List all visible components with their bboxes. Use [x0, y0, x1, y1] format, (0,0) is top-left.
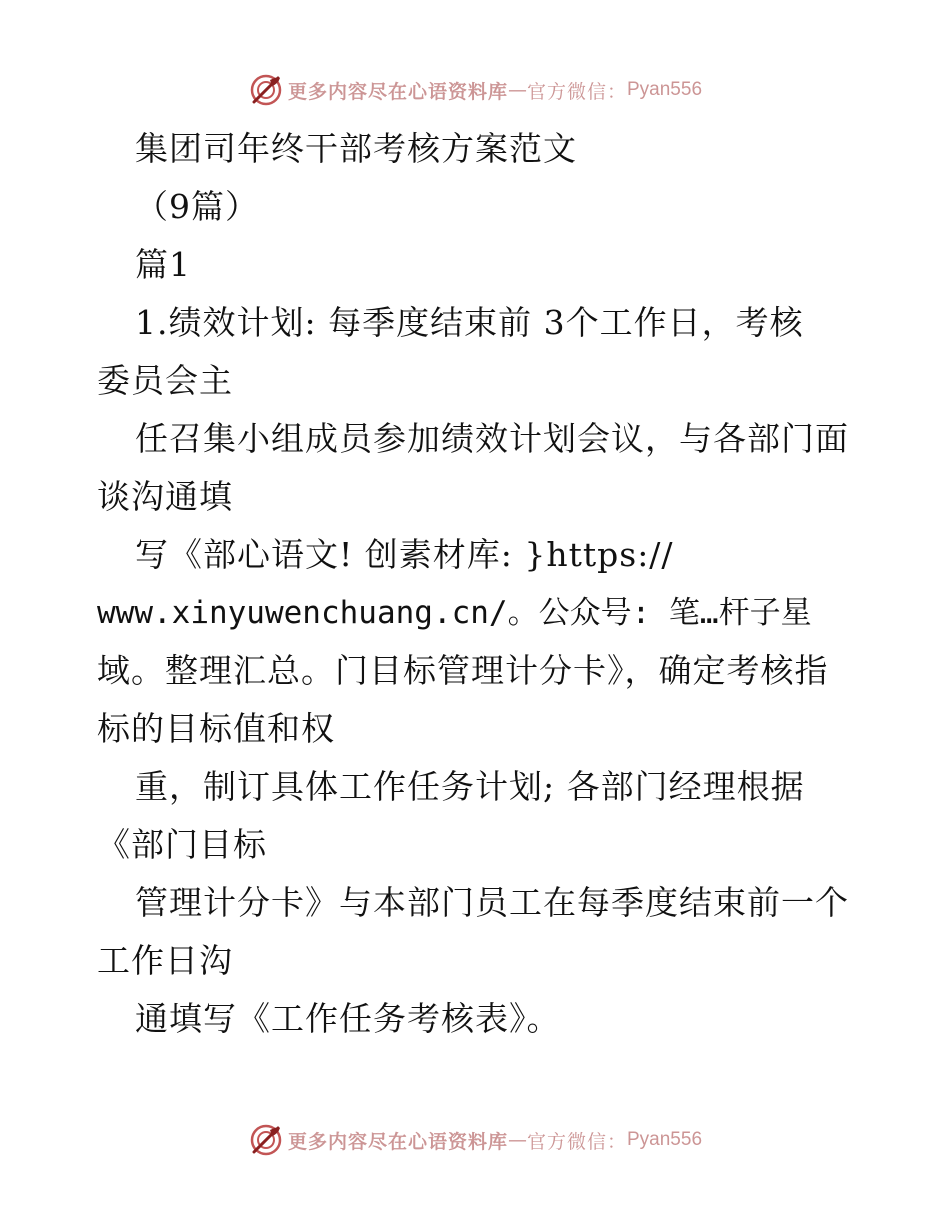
- banner-contact-id: Pyan556: [627, 79, 703, 100]
- paragraph-line: 《部门目标: [97, 825, 267, 864]
- paragraph-line: 写《部心语文! 创素材库: }https://: [135, 535, 674, 574]
- paragraph-line: 工作日沟: [97, 941, 233, 980]
- header-watermark-banner: [0, 70, 950, 110]
- paragraph-line: 管理计分卡》与本部门员工在每季度结束前一个: [135, 883, 849, 922]
- quill-pen-logo-icon: [248, 1122, 284, 1158]
- paragraph-line: 谈沟通填: [97, 477, 233, 516]
- paragraph-line: 委员会主: [97, 361, 233, 400]
- banner-title: 更多内容尽在心语资料库: [287, 80, 508, 103]
- document-subtitle: （9篇）: [135, 187, 259, 226]
- paragraph-line: 标的目标值和权: [97, 709, 335, 748]
- paragraph-line: 域。整理汇总。门目标管理计分卡》，确定考核指: [97, 651, 829, 690]
- banner-dash: —: [507, 79, 527, 101]
- quill-pen-logo-icon: [248, 72, 284, 108]
- document-title: 集团司年终干部考核方案范文: [135, 129, 577, 168]
- banner-contact-id: Pyan556: [627, 1129, 703, 1150]
- footer-watermark-banner: [0, 1120, 950, 1160]
- document-body: [97, 120, 877, 1048]
- banner-contact-label: 官方微信：: [526, 80, 627, 103]
- section-heading: 篇1: [135, 245, 191, 284]
- paragraph-line: 通填写《工作任务考核表》。: [135, 999, 561, 1038]
- banner-dash: —: [507, 1129, 527, 1151]
- paragraph-line: 1.绩效计划: 每季度结束前 3个工作日，考核: [135, 303, 804, 342]
- banner-title: 更多内容尽在心语资料库: [287, 1130, 508, 1153]
- paragraph-line: 任召集小组成员参加绩效计划会议，与各部门面: [135, 419, 849, 458]
- paragraph-line: 重，制订具体工作任务计划; 各部门经理根据: [135, 767, 805, 806]
- paragraph-line: www.xinyuwenchuang.cn/。公众号: 笔…杆子星: [97, 595, 812, 631]
- banner-contact-label: 官方微信：: [526, 1130, 627, 1153]
